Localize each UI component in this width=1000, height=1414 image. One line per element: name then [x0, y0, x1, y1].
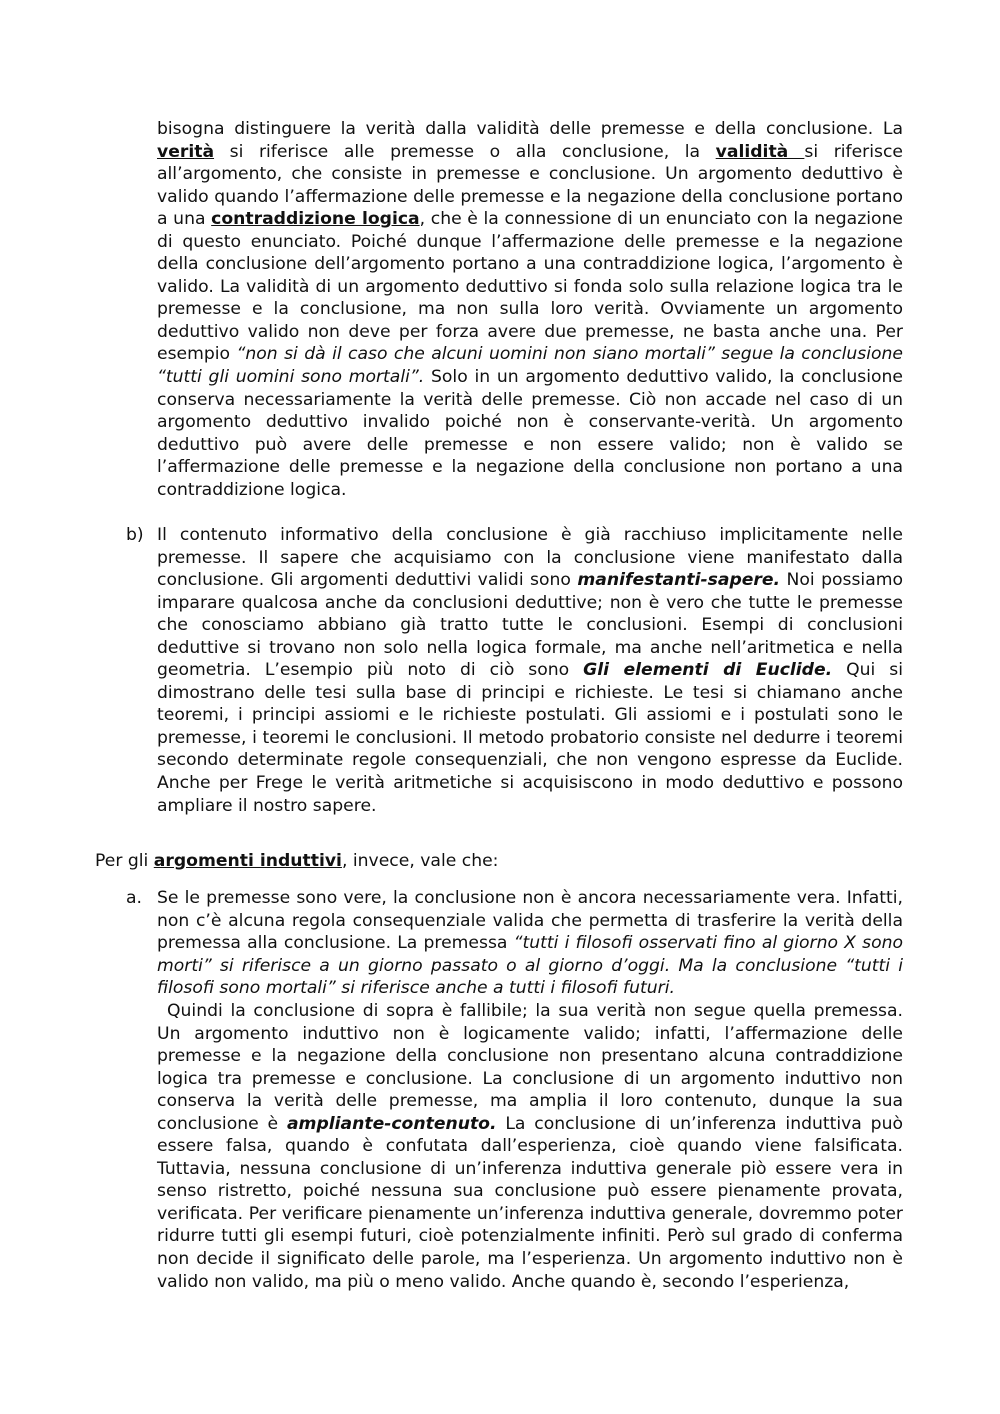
term-ampliante-contenuto: ampliante-contenuto.: [286, 1113, 497, 1134]
term-contraddizione-logica: contraddizione logica: [211, 209, 420, 230]
term-argomenti-induttivi: argomenti induttivi: [153, 851, 342, 871]
text-run: Qui si dimostrano delle tesi sulla base di principi e richieste. Le tesi si chiamano anche teoremi, i principi assiomi e le richieste postulati. Gli assiomi e i postulati sono le premesse, i teoremi le conclusioni. Il metodo probatorio consiste nel dedurre i teoremi secondo determinate regole consequenziali, che non vengono espresse da Euclide. Anche per Frege le verità aritmetiche si acquisiscono in modo deduttivo e possono ampliare il nostro sapere.: [157, 660, 903, 816]
deductive-item-b: [157, 524, 903, 817]
text-run: Noi possiamo imparare qualcosa anche da conclusioni deduttive; non è vero che tutte le premesse che conosciamo abbiano già tratto tutte le conclusioni. Esempi di conclusioni deduttive si trovano non solo nella logica formale, ma anche nell’aritmetica e nella geometria. L’esempio più noto di ciò sono: [157, 570, 903, 681]
example-quote: “tutti i filosofi osservati fino al giorno X sono morti” si riferisce a un giorno passato o al giorno d’oggi. Ma la conclusione “tutti i filosofi sono mortali” si riferisce anche a tutti i filosofi futuri.: [157, 933, 903, 999]
term-validita: validità: [715, 141, 805, 162]
list-marker-a: a.: [126, 888, 142, 908]
example-quote: “non si dà il caso che alcuni uomini non siano mortali” segue la conclusione “tutti gli uomini sono mortali”.: [157, 344, 903, 388]
text-run: , invece, vale che:: [341, 851, 499, 871]
term-elementi-di-euclide: Gli elementi di Euclide.: [583, 660, 833, 681]
term-verita: verità: [157, 141, 215, 162]
inductive-arguments-intro: [95, 850, 903, 873]
text-run: Solo in un argomento deduttivo valido, la conclusione conserva necessariamente la verità delle premesse. Ciò non accade nel caso di un argomento deduttivo invalido poiché non è conservante-verità. Un argomento deduttivo può avere delle premesse e non essere valido; non è valido se l’affermazione delle premesse e la negazione della conclusione non portano a una contraddizione logica.: [157, 367, 903, 500]
inductive-item-a: [157, 887, 903, 1000]
text-run: si riferisce all’argomento, che consiste in premesse e conclusione. Un argomento deduttivo è valido quando l’affermazione delle premesse e la negazione della conclusione portano a una: [157, 141, 904, 230]
text-run: , che è la connessione di un enunciato con la negazione di questo enunciato. Poiché dunque l’affermazione delle premesse e la negazione della conclusione dell’argomento portano a una contraddizione logica, l’argomento è valido. La validità di un argomento deduttivo si fonda solo sulla relazione logica tra le premesse e la conclusione, ma non sulla loro verità. Ovviamente un argomento deduttivo valido non deve per forza avere due premesse, ne basta anche una. Per esempio: [157, 209, 903, 365]
deductive-item-a-continuation: [157, 118, 903, 501]
text-run: La conclusione di un’inferenza induttiva può essere falsa, quando è confutata dall’esperienza, cioè quando viene falsificata. Tuttavia, nessuna conclusione di un’inferenza induttiva generale piò essere vera in senso ristretto, poiché nessuna sua conclusione può essere pienamente provata, verificata. Per verificare pienamente un’inferenza induttiva generale, dovremmo poter ridurre tutti gli esempi futuri, cioè potenzialmente infiniti. Però sul grado di conferma non decide il significato delle parole, ma l’esperienza. Un argomento induttivo non è valido non valido, ma più o meno valido. Anche quando è, secondo l’esperienza,: [157, 1113, 903, 1292]
text-run: Per gli: [95, 851, 154, 871]
text-run: Quindi la conclusione di sopra è fallibile; la sua verità non segue quella premessa. Un argomento induttivo non è logicamente valido; infatti, l’affermazione delle premesse e la negazione della conclusione non presentano alcuna contraddizione logica tra premesse e conclusione. La conclusione di un argomento induttivo non conserva la verità delle premesse, ma amplia il loro contenuto, dunque la sua conclusione è: [157, 1001, 903, 1134]
text-run: si riferisce alle premesse o alla conclusione, la: [214, 141, 716, 162]
text-run: Se le premesse sono vere, la conclusione non è ancora necessariamente vera. Infatti, non c’è alcuna regola consequenziale valida che permetta di trasferire la verità della premessa alla conclusione. La premessa: [157, 888, 903, 954]
text-run: bisogna distinguere la verità dalla validità delle premesse e della conclusione. La: [157, 119, 903, 139]
term-manifestanti-sapere: manifestanti-sapere.: [577, 570, 781, 591]
text-run: Il contenuto informativo della conclusione è già racchiuso implicitamente nelle premesse. Il sapere che acquisiamo con la conclusione viene manifestato dalla conclusione. Gli argomenti deduttivi validi sono: [157, 525, 903, 591]
inductive-item-a-second-paragraph: [157, 1000, 903, 1293]
list-marker-b: b): [126, 525, 144, 545]
